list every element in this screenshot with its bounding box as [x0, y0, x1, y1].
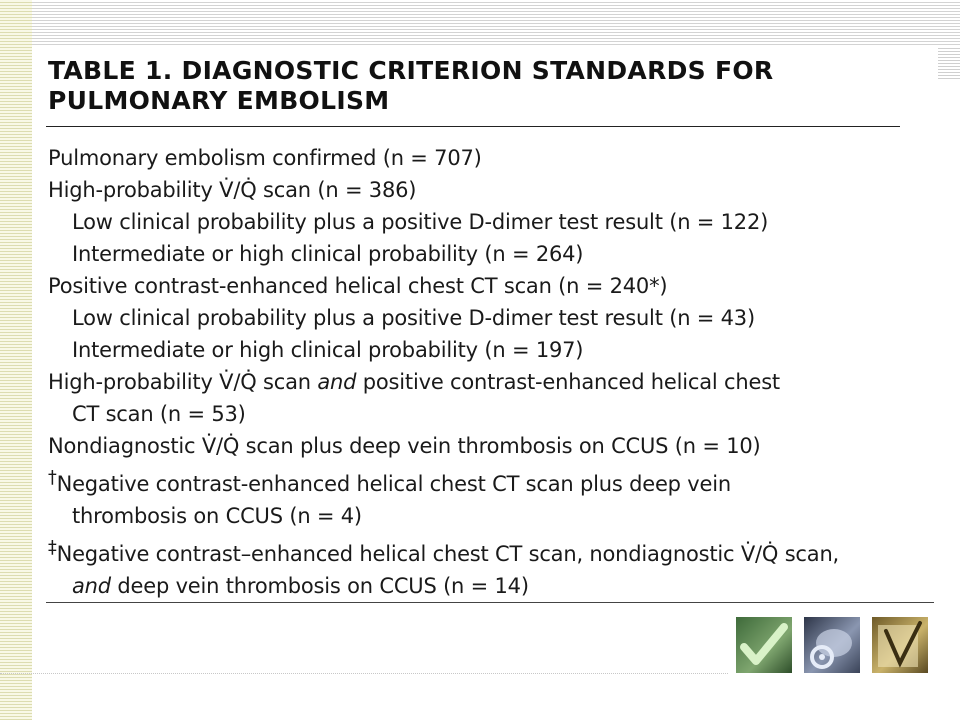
table-bottom-rule	[46, 602, 934, 603]
criteria-row: and deep vein thrombosis on CCUS (n = 14)	[72, 574, 529, 598]
criteria-row: High-probability V̇/Q̇ scan (n = 386)	[48, 178, 417, 202]
criteria-row: †Negative contrast-enhanced helical chest CT scan plus deep vein	[48, 468, 731, 496]
slide-content	[32, 46, 938, 606]
left-stripe-decoration	[0, 0, 32, 720]
right-stripe-decoration	[938, 46, 960, 80]
check-mark-icon	[736, 617, 792, 673]
footer-dotted-line	[0, 673, 728, 674]
vq-symbol: V̇/Q̇	[201, 434, 240, 458]
table-title	[48, 56, 908, 116]
double-dagger-mark: ‡	[48, 538, 57, 558]
criteria-row: Nondiagnostic V̇/Q̇ scan plus deep vein thrombosis on CCUS (n = 10)	[48, 434, 761, 458]
disc-icon	[804, 617, 860, 673]
vq-symbol: V̇/Q̇	[219, 178, 257, 202]
criteria-row: Low clinical probability plus a positive D-dimer test result (n = 122)	[72, 210, 769, 234]
title-line-1: TABLE 1. DIAGNOSTIC CRITERION STANDARDS FOR	[48, 56, 774, 85]
title-divider	[46, 126, 900, 127]
criteria-row: CT scan (n = 53)	[72, 402, 246, 426]
criteria-row: Positive contrast-enhanced helical chest CT scan (n = 240*)	[48, 274, 668, 298]
criteria-row: Pulmonary embolism confirmed (n = 707)	[48, 146, 482, 170]
vq-symbol: V̇/Q̇	[740, 542, 779, 566]
criteria-list	[48, 142, 928, 602]
top-stripe-decoration	[0, 0, 960, 46]
dagger-mark: †	[48, 468, 57, 488]
pen-icon	[872, 617, 928, 673]
criteria-row: thrombosis on CCUS (n = 4)	[72, 504, 362, 528]
criteria-row: Intermediate or high clinical probability (n = 197)	[72, 338, 584, 362]
criteria-row: Low clinical probability plus a positive D-dimer test result (n = 43)	[72, 306, 755, 330]
criteria-row: Intermediate or high clinical probability (n = 264)	[72, 242, 584, 266]
criteria-row: ‡Negative contrast–enhanced helical chest CT scan, nondiagnostic V̇/Q̇ scan,	[48, 538, 840, 566]
criteria-row: High-probability V̇/Q̇ scan and positive contrast-enhanced helical chest	[48, 370, 780, 394]
title-line-2: PULMONARY EMBOLISM	[48, 86, 390, 115]
vq-symbol: V̇/Q̇	[219, 370, 257, 394]
